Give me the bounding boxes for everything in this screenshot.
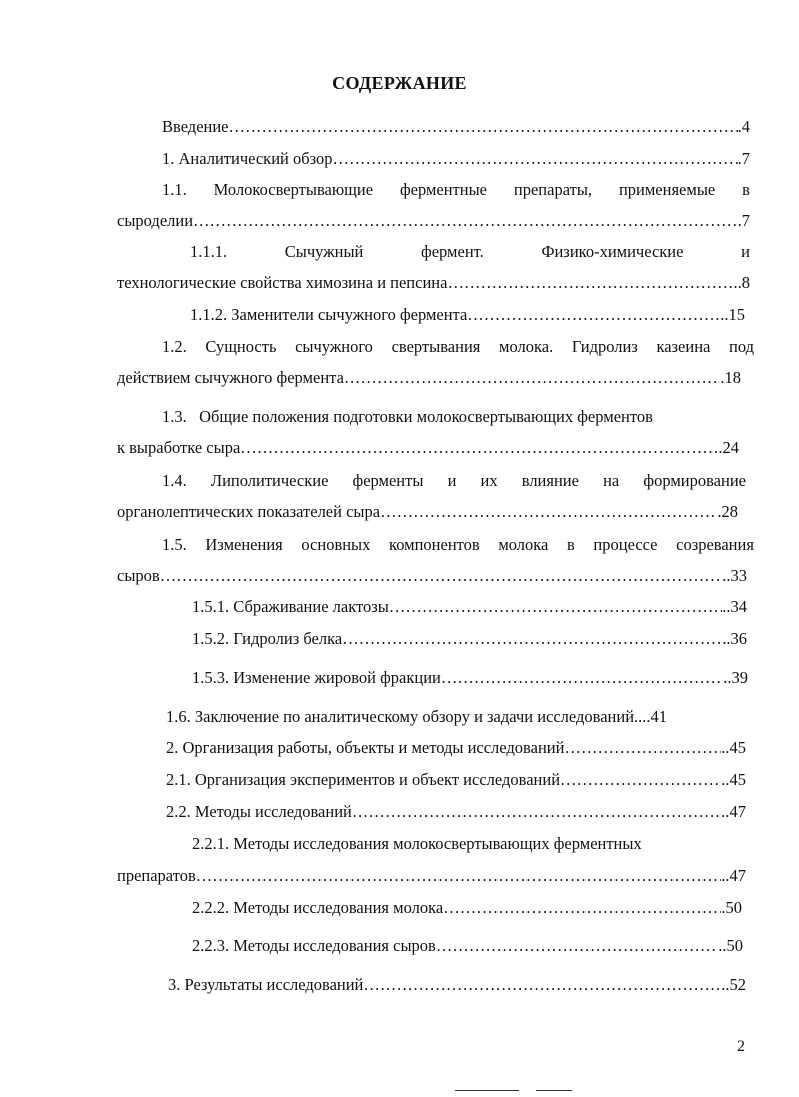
toc-entry-s2-2-1-line2[interactable] [117, 866, 746, 888]
toc-leader-dots [196, 866, 722, 886]
page-title: СОДЕРЖАНИЕ [332, 73, 467, 93]
word: на [603, 471, 620, 490]
toc-page-number: .28 [717, 502, 738, 521]
word: свертывания [391, 337, 481, 356]
word: ферментные [399, 180, 487, 199]
toc-page-number: ..39 [723, 668, 748, 687]
toc-entry-text: 2.1. Организация экспериментов и объект исследований [166, 770, 561, 789]
toc-leader-dots [193, 211, 738, 231]
toc-entry-s1-5-line1[interactable] [162, 535, 754, 557]
toc-entry-text: 1.5.3. Изменение жировой фракции [192, 668, 441, 687]
word: 1.2. [162, 337, 187, 356]
word: Физико-химические [541, 242, 684, 261]
toc-page-number: .7 [737, 211, 750, 230]
toc-entry-text: 1. Аналитический обзор [162, 149, 333, 168]
toc-leader-dots [342, 629, 726, 649]
toc-leader-dots [380, 502, 717, 522]
toc-entry-s2-2-1-line1[interactable] [192, 834, 752, 856]
toc-entry-s1-1-2[interactable] [190, 305, 745, 327]
toc-page-number: ..45 [721, 738, 746, 757]
toc-entry-s1-6[interactable] [166, 707, 746, 729]
toc-entry-text: 1.5.1. Сбраживание лактозы [192, 597, 389, 616]
toc-page-number: ..8 [733, 273, 750, 292]
toc-leader-dots [564, 738, 721, 758]
word: фермент. [421, 242, 484, 261]
toc-leader-dots [560, 770, 721, 790]
toc-entry-s1-1-line2[interactable] [117, 211, 750, 233]
toc-entry-s1-1-1-line1[interactable] [190, 242, 750, 264]
toc-entry-text: 2.2.2. Методы исследования молока [192, 898, 444, 917]
toc-leader-dots [352, 802, 726, 822]
toc-page-number: ..52 [721, 975, 746, 994]
toc-page-number: ....41 [634, 707, 668, 726]
word: Сущность [205, 337, 277, 356]
word: 1.1.1. [190, 242, 228, 261]
toc-entry-s2-1[interactable] [166, 770, 746, 792]
toc-leader-dots [443, 898, 721, 918]
toc-entry-s2-2[interactable] [166, 802, 746, 824]
toc-page-number: ..33 [722, 566, 747, 585]
toc-entry-text: Введение [162, 117, 229, 136]
toc-page-number: .4 [737, 117, 750, 136]
toc-entry-text: сыроделии [117, 211, 194, 230]
word: основных [301, 535, 371, 554]
toc-page-number: .47 [725, 802, 746, 821]
word: созревания [676, 535, 754, 554]
toc-page-number: ..50 [718, 936, 743, 955]
toc-page-number: ..15 [720, 305, 745, 324]
toc-entry-s1-5-line2[interactable] [117, 566, 747, 588]
word: казеина [656, 337, 711, 356]
word: молока. [499, 337, 554, 356]
word: применяемые [618, 180, 716, 199]
toc-leader-dots [436, 936, 718, 956]
toc-entry-text: 1.1.2. Заменители сычужного фермента [190, 305, 468, 324]
toc-entry-s1-5-1[interactable] [192, 597, 747, 619]
toc-entry-s1-1-line1[interactable] [162, 180, 750, 202]
word: и [447, 471, 457, 490]
toc-page-number: ..34 [722, 597, 747, 616]
toc-entry-s2-2-3[interactable] [192, 936, 743, 958]
word: в [742, 180, 750, 199]
toc-page-number: .50 [721, 898, 742, 917]
toc-entry-s2[interactable] [166, 738, 746, 760]
toc-entry-text: 2. Организация работы, объекты и методы исследований [166, 738, 565, 757]
word: под [729, 337, 754, 356]
toc-leader-dots [344, 368, 720, 388]
toc-leader-dots [229, 117, 738, 137]
toc-leader-dots [447, 273, 733, 293]
page-number: 2 [737, 1038, 745, 1055]
toc-page-number: .36 [726, 629, 747, 648]
toc-entry-text: органолептических показателей сыра [117, 502, 381, 521]
scan-edge-line [455, 1090, 519, 1091]
word: Изменения [205, 535, 283, 554]
toc-page-number: ..45 [721, 770, 746, 789]
toc-leader-dots [160, 566, 723, 586]
scan-edge-line [536, 1090, 572, 1091]
toc-entry-text: действием сычужного фермента [117, 368, 344, 387]
toc-entry-s1[interactable] [162, 149, 750, 171]
toc-entry-s1-5-3[interactable] [192, 668, 748, 690]
toc-entry-s1-2-line1[interactable] [162, 337, 754, 359]
toc-leader-dots [363, 975, 721, 995]
toc-entry-text: препаратов [117, 866, 196, 885]
toc-entry-text: 2.2. Методы исследований [166, 802, 352, 821]
word: 1.1. [162, 180, 187, 199]
toc-entry-text: 2.2.3. Методы исследования сыров [192, 936, 436, 955]
toc-entry-text: сыров [117, 566, 160, 585]
toc-leader-dots [240, 438, 718, 458]
toc-entry-text: 2.2.1. Методы исследования молокосвертывающих ферментных [192, 834, 642, 853]
toc-entry-s1-5-2[interactable] [192, 629, 747, 651]
word: в [567, 535, 575, 554]
toc-entry-text: 1.5.2. Гидролиз белка [192, 629, 343, 648]
toc-page-number: .24 [718, 438, 739, 457]
toc-entry-text: 1.6. Заключение по аналитическому обзору и задачи исследований [166, 707, 635, 726]
toc-leader-dots [467, 305, 720, 325]
word: и [741, 242, 750, 261]
toc-entry-s1-4-line2[interactable] [117, 502, 738, 524]
toc-entry-intro[interactable] [162, 117, 750, 139]
toc-entry-s3[interactable] [168, 975, 746, 997]
word: компонентов [389, 535, 480, 554]
word: формирование [643, 471, 746, 490]
toc-entry-s1-3-line1[interactable] [162, 407, 752, 429]
word: ферменты [352, 471, 424, 490]
word: Липолитические [210, 471, 329, 490]
toc-leader-dots [389, 597, 722, 617]
toc-entry-s1-4-line1[interactable] [162, 471, 746, 493]
toc-entry-s1-2-line2[interactable] [117, 368, 741, 390]
word: сычужного [295, 337, 373, 356]
toc-entry-s2-2-2[interactable] [192, 898, 742, 920]
toc-entry-text: 1.3. Общие положения подготовки молокосвертывающих ферментов [162, 407, 653, 426]
word: влияние [521, 471, 579, 490]
toc-page-number: ..47 [721, 866, 746, 885]
toc-leader-dots [333, 149, 738, 169]
toc-entry-text: 3. Результаты исследований [168, 975, 364, 994]
word: Молокосвертывающие [213, 180, 374, 199]
word: процессе [593, 535, 658, 554]
toc-entry-text: технологические свойства химозина и пепсина [117, 273, 448, 292]
word: 1.5. [162, 535, 187, 554]
toc-entry-s1-3-line2[interactable] [117, 438, 739, 460]
word: Гидролиз [571, 337, 638, 356]
word: препараты, [513, 180, 593, 199]
word: Сычужный [284, 242, 364, 261]
word: их [480, 471, 498, 490]
word: 1.4. [162, 471, 187, 490]
toc-page-number: .18 [720, 368, 741, 387]
toc-leader-dots [441, 668, 723, 688]
toc-page-number: .7 [737, 149, 750, 168]
toc-entry-text: к выработке сыра [117, 438, 241, 457]
word: молока [498, 535, 549, 554]
toc-entry-s1-1-1-line2[interactable] [117, 273, 750, 295]
